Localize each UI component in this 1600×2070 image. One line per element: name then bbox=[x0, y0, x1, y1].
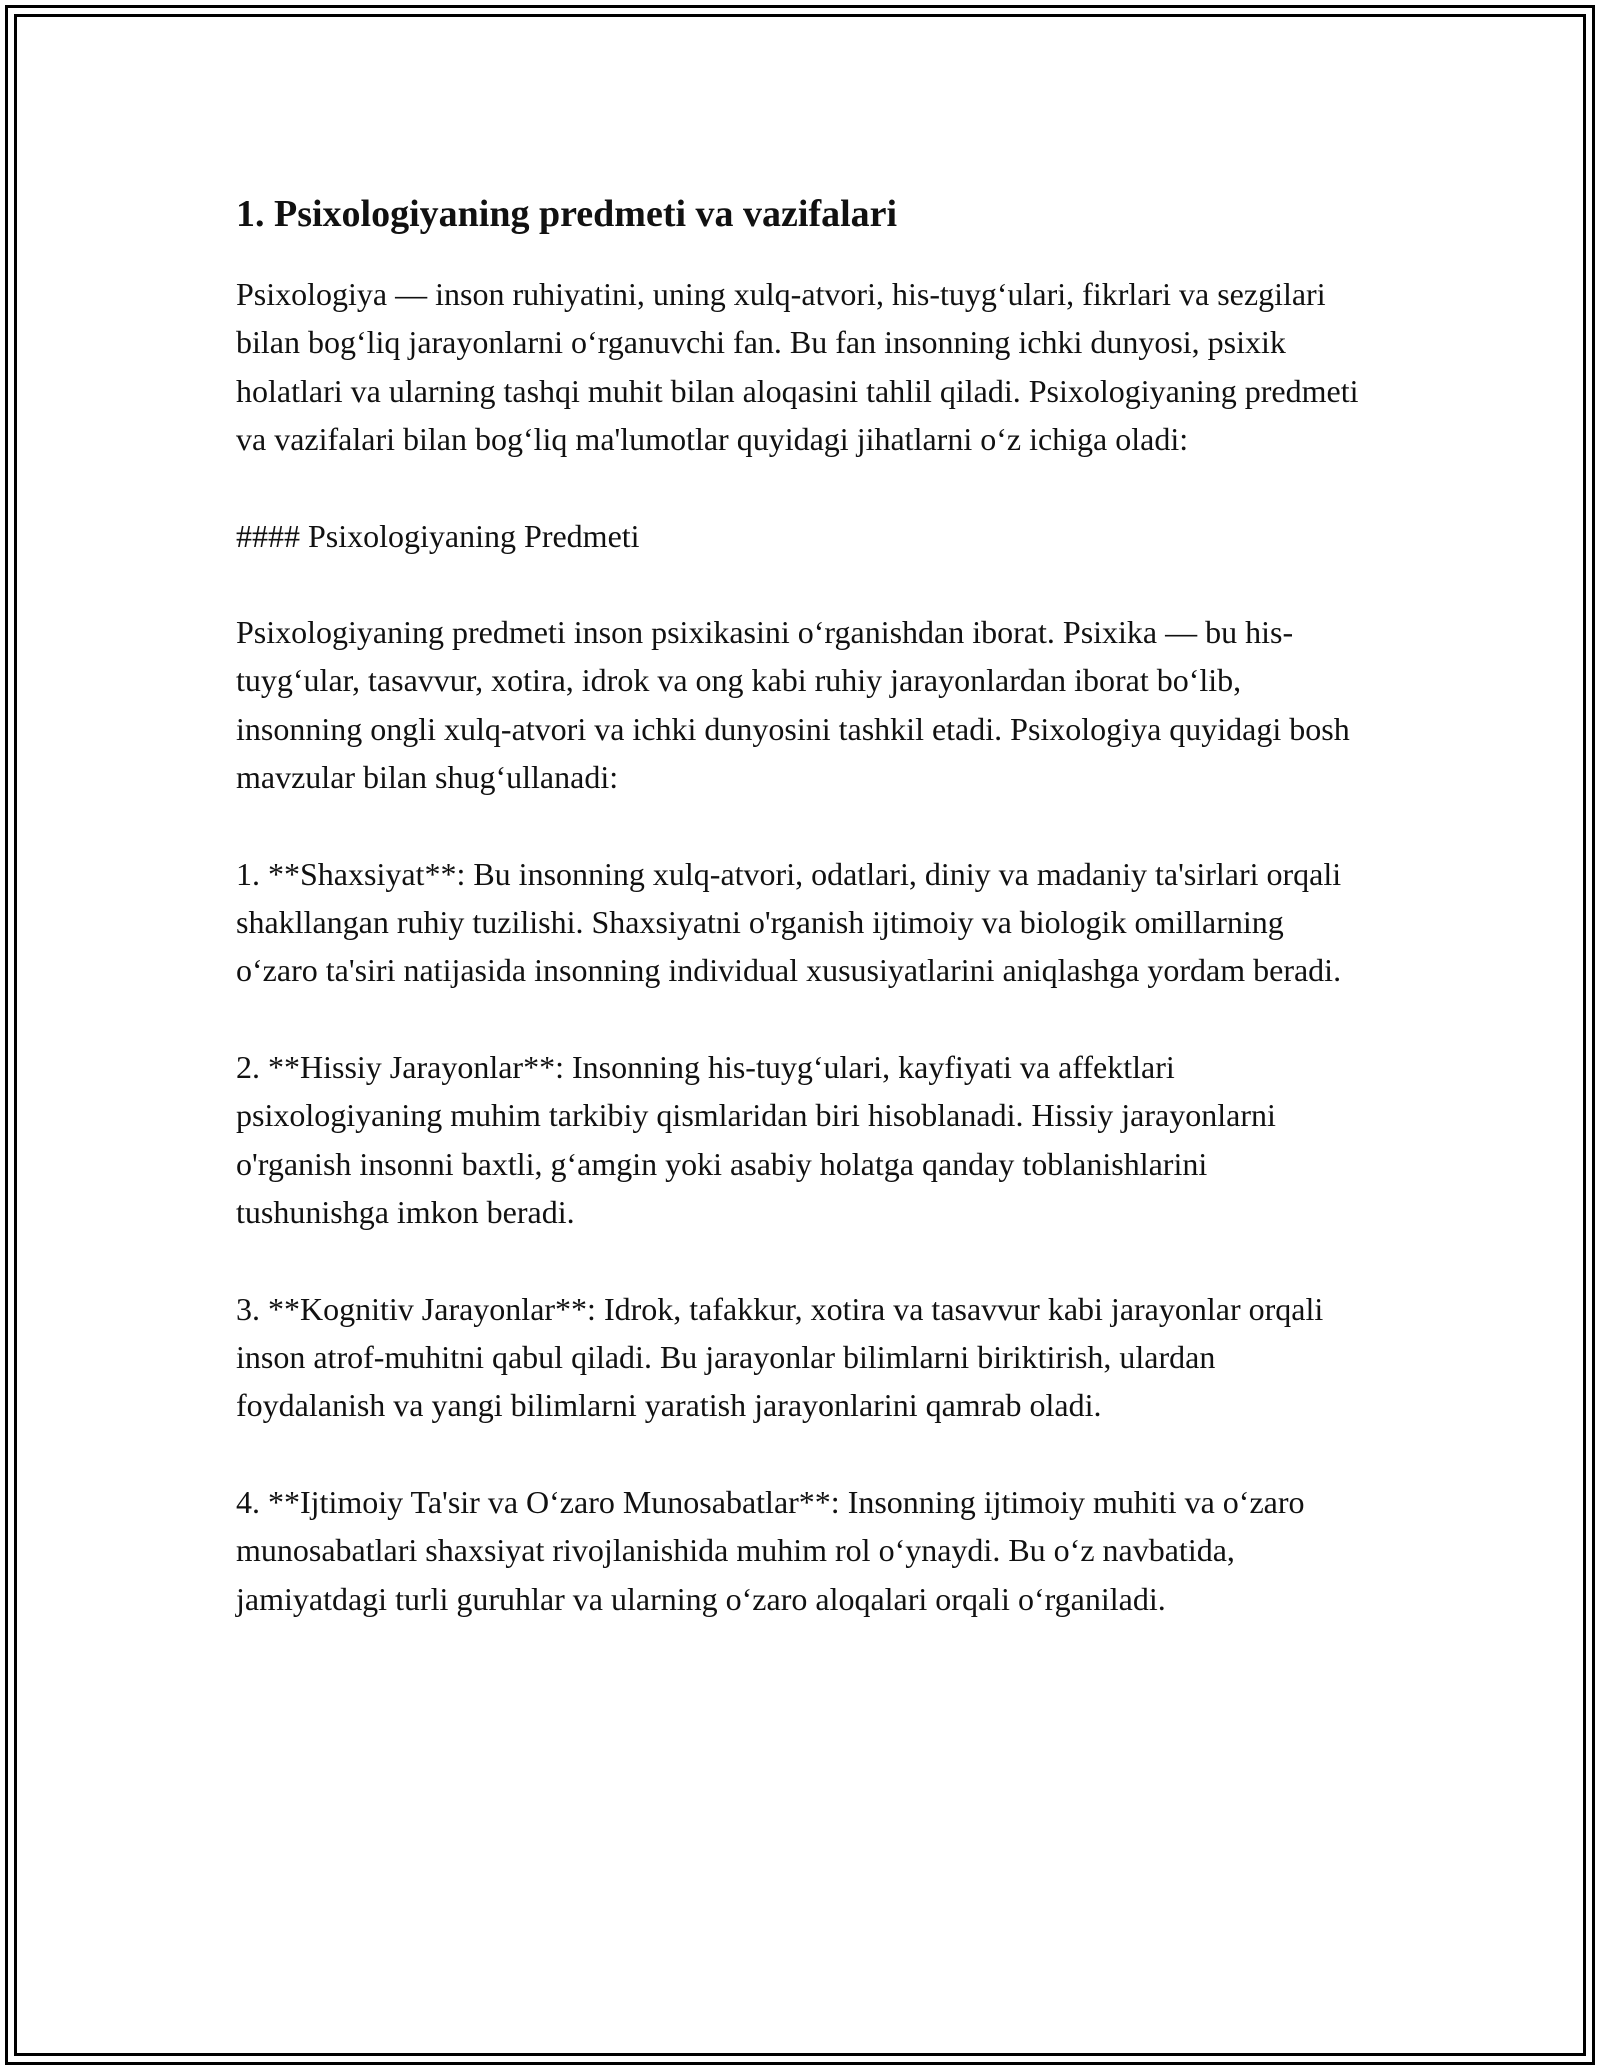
list-item-cognitive-processes: 3. **Kognitiv Jarayonlar**: Idrok, tafakkur, xotira va tasavvur kabi jarayonlar orqali inson atrof-muhitni qabul qiladi. Bu jarayonlar bilimlarni biriktirish, ulardan foydalanish va yangi bilimlarni yaratish jarayonlarini qamrab oladi. bbox=[236, 1290, 1324, 1424]
list-item-social-influence: 4. **Ijtimoiy Ta'sir va O‘zaro Munosabatlar**: Insonning ijtimoiy muhiti va o‘zaro munosabatlari shaxsiyat rivojlanishida muhim rol o‘ynaydi. Bu o‘z navbatida, jamiyatdagi turli guruhlar va ularning o‘zaro aloqalari orqali o‘rganiladi. bbox=[236, 1483, 1305, 1617]
document-body bbox=[236, 190, 1368, 1671]
document-title: 1. Psixologiyaning predmeti va vazifalari bbox=[236, 193, 898, 235]
subject-paragraph: Psixologiyaning predmeti inson psixikasini o‘rganishdan iborat. Psixika — bu his-tuyg‘ular, tasavvur, xotira, idrok va ong kabi ruhiy jarayonlardan iborat bo‘lib, insonning ongli xulq-atvori va ichki dunyosini tashkil etadi. Psixologiya quyidagi bosh mavzular bilan shug‘ullanadi: bbox=[236, 614, 1350, 796]
list-item-emotional-processes: 2. **Hissiy Jarayonlar**: Insonning his-tuyg‘ulari, kayfiyati va affektlari psixologiyaning muhim tarkibiy qismlaridan biri hisoblanadi. Hissiy jarayonlarni o'rganish insonni baxtli, g‘amgin yoki asabiy holatga qanday toblanishlarini tushunishga imkon beradi. bbox=[236, 1048, 1276, 1231]
list-item-personality: 1. **Shaxsiyat**: Bu insonning xulq-atvori, odatlari, diniy va madaniy ta'sirlari orqali shakllangan ruhiy tuzilishi. Shaxsiyatni o'rganish ijtimoiy va biologik omillarning o‘zaro ta'siri natijasida insonning individual xususiyatlarini aniqlashga yordam beradi. bbox=[236, 855, 1342, 989]
subheading-line: #### Psixologiyaning Predmeti bbox=[236, 517, 640, 554]
intro-paragraph: Psixologiya — inson ruhiyatini, uning xulq-atvori, his-tuyg‘ulari, fikrlari va sezgilari bilan bog‘liq jarayonlarni o‘rganuvchi fan. Bu fan insonning ichki dunyosi, psixik holatlari va ularning tashqi muhit bilan aloqasini tahlil qiladi. Psixologiyaning predmeti va vazifalari bilan bog‘liq ma'lumotlar quyidagi jihatlarni o‘z ichiga oladi: bbox=[236, 276, 1359, 458]
